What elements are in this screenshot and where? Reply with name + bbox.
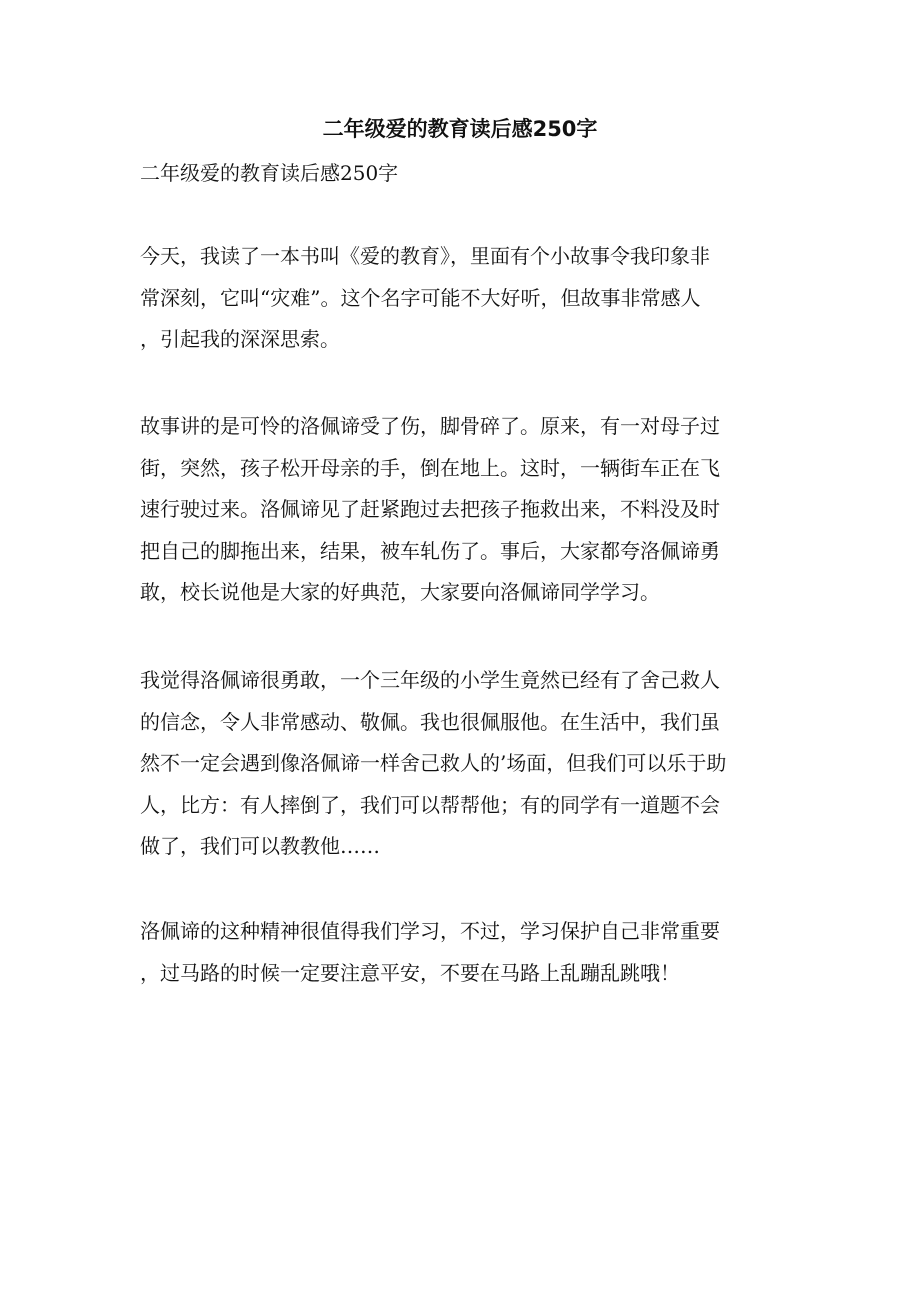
text-line: 我觉得洛佩谛很勇敢，一个三年级的小学生竟然已经有了舍己救人 bbox=[140, 668, 720, 692]
paragraph-1 bbox=[140, 236, 785, 361]
text-line: 今天，我读了一本书叫《爱的教育》，里面有个小故事令我印象非 bbox=[140, 244, 710, 268]
text-line: 人，比方：有人摔倒了，我们可以帮帮他；有的同学有一道题不会 bbox=[140, 792, 720, 817]
text-line: 把自己的脚拖出来，结果，被车轧伤了。事后，大家都夸洛佩谛勇 bbox=[140, 538, 720, 563]
text-line: 街，突然，孩子松开母亲的手，倒在地上。这时，一辆街车正在飞 bbox=[140, 455, 720, 480]
paragraph-3 bbox=[140, 660, 785, 868]
text-line: ，过马路的时候一定要注意平安，不要在马路上乱蹦乱跳哦！ bbox=[140, 960, 680, 985]
text-line: 然不一定会遇到像洛佩谛一样舍己救人的’场面，但我们可以乐于助 bbox=[140, 751, 727, 775]
text-line: 的信念，令人非常感动、敬佩。我也很佩服他。在生活中，我们虽 bbox=[140, 709, 720, 734]
paragraph-2 bbox=[140, 406, 785, 614]
text-line: 故事讲的是可怜的洛佩谛受了伤，脚骨碎了。原来，有一对母子过 bbox=[140, 414, 720, 438]
text-line: 洛佩谛的这种精神很值得我们学习，不过，学习保护自己非常重要 bbox=[140, 919, 720, 943]
paragraph-4 bbox=[140, 911, 785, 994]
text-line: ，引起我的深深思索。 bbox=[140, 327, 340, 351]
document-title: 二年级爱的教育读后感250字 bbox=[322, 117, 598, 141]
text-line: 速行驶过来。洛佩谛见了赶紧跑过去把孩子拖救出来，不料没及时 bbox=[140, 497, 720, 521]
text-line: 敢，校长说他是大家的好典范，大家要向洛佩谛同学学习。 bbox=[140, 580, 660, 604]
text-line: 常深刻，它叫“灾难”。这个名字可能不大好听，但故事非常感人 bbox=[140, 285, 701, 310]
document-subtitle: 二年级爱的教育读后感250字 bbox=[140, 161, 399, 185]
text-line: 做了，我们可以教教他…… bbox=[140, 834, 380, 858]
